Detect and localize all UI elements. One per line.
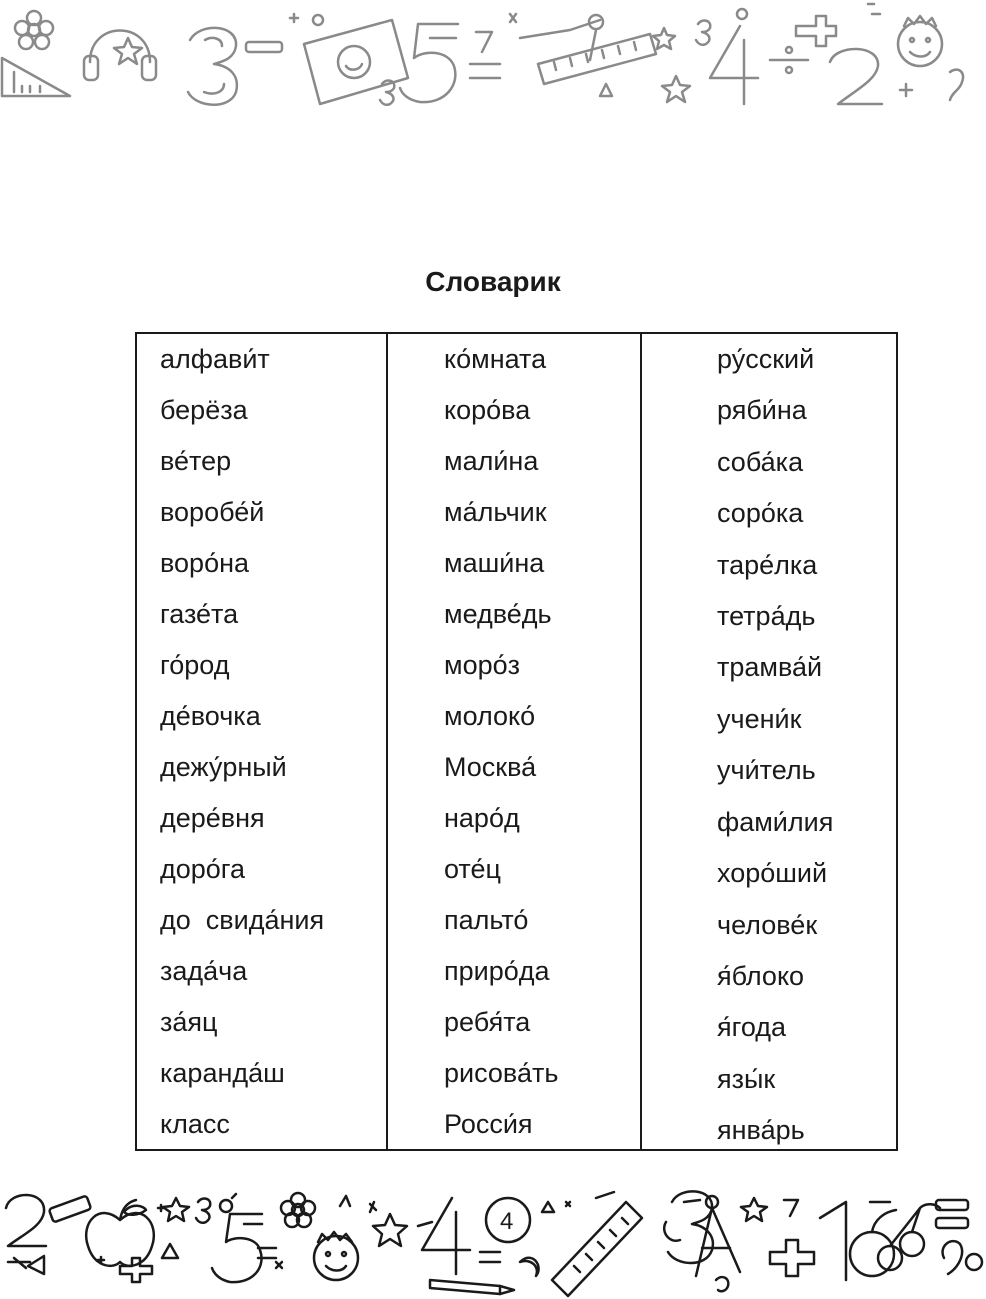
table-column-2	[386, 334, 640, 1149]
word-item: алфави́т	[160, 344, 270, 374]
digit-4-icon	[710, 26, 758, 104]
page-title: Словарик	[425, 266, 561, 297]
word-item: Москва́	[444, 752, 537, 782]
star-icon	[114, 38, 142, 64]
word-item: учи́тель	[717, 755, 816, 785]
word-item: го́род	[160, 650, 230, 680]
digit-2-icon	[6, 1195, 46, 1246]
word-item: молоко́	[444, 701, 536, 731]
word-item: наро́д	[444, 803, 520, 833]
word-item: газе́та	[160, 599, 239, 629]
plus-icon	[770, 1240, 814, 1276]
ruler-icon	[538, 34, 656, 84]
triangle-ruler-icon	[2, 58, 70, 96]
word-item: фами́лия	[717, 807, 834, 837]
word-item: класс	[160, 1109, 230, 1139]
apple-icon	[86, 1200, 154, 1266]
compass-icon	[520, 15, 603, 60]
word-item: Росси́я	[444, 1109, 533, 1139]
word-item: зада́ча	[160, 956, 248, 986]
word-item: де́вочка	[160, 701, 261, 731]
apple-icon	[850, 1210, 896, 1276]
word-item: ма́льчик	[444, 497, 547, 527]
word-item: ко́мната	[444, 344, 547, 374]
ruler-icon	[552, 1202, 642, 1296]
word-item: челове́к	[717, 910, 818, 940]
digit-1-icon	[820, 1202, 846, 1280]
circled-number-label: 4	[500, 1208, 514, 1235]
top-doodle-border	[0, 0, 986, 112]
word-item: до свида́ния	[160, 905, 325, 935]
word-item: воро́на	[160, 548, 250, 578]
digit-4-icon	[422, 1198, 470, 1274]
word-item: трамва́й	[717, 652, 823, 682]
word-item: ребя́та	[444, 1007, 531, 1037]
word-item: дере́вня	[160, 803, 265, 833]
word-item: ряби́на	[717, 395, 807, 425]
word-item: моро́з	[444, 650, 520, 680]
word-item: за́яц	[160, 1007, 218, 1037]
word-item: оте́ц	[444, 854, 501, 884]
word-item: мали́на	[444, 446, 539, 476]
flower-icon	[15, 11, 53, 49]
star-icon	[373, 1214, 407, 1246]
digit-2-icon	[830, 49, 882, 104]
smiley-face-icon	[314, 1232, 358, 1280]
word-item: хоро́ший	[717, 858, 828, 888]
word-item: язы́к	[717, 1064, 776, 1094]
word-item: пальто́	[444, 905, 529, 935]
word-item: янва́рь	[717, 1115, 805, 1145]
word-item: маши́на	[444, 548, 545, 578]
digit-5-icon	[400, 24, 458, 102]
pencil-icon	[430, 1280, 514, 1294]
smiley-face-icon	[898, 16, 942, 66]
compass-icon	[696, 1196, 740, 1276]
word-item: тетра́дь	[717, 601, 816, 631]
bottom-doodle-border	[0, 1162, 986, 1299]
word-item: каранда́ш	[160, 1058, 285, 1088]
word-item: соро́ка	[717, 498, 804, 528]
word-item: приро́да	[444, 956, 550, 986]
flower-icon	[281, 1193, 315, 1227]
word-item: соба́ка	[717, 447, 804, 477]
word-item: я́года	[717, 1012, 787, 1042]
word-item: таре́лка	[717, 550, 818, 580]
headphones-icon	[84, 31, 156, 81]
vocabulary-table	[135, 332, 898, 1151]
plus-icon	[120, 1258, 152, 1282]
word-item: доро́га	[160, 854, 246, 884]
table-column-3	[640, 334, 896, 1149]
word-item: ве́тер	[160, 446, 232, 476]
word-item: ру́сский	[717, 344, 815, 374]
word-item: учени́к	[717, 704, 802, 734]
table-column-1	[137, 334, 386, 1149]
word-item: дежу́рный	[160, 752, 287, 782]
word-item: я́блоко	[717, 961, 805, 991]
word-item: коро́ва	[444, 395, 531, 425]
word-item: рисова́ть	[444, 1058, 559, 1088]
word-item: берёза	[160, 395, 248, 425]
word-item: медве́дь	[444, 599, 552, 629]
word-item: воробе́й	[160, 497, 265, 527]
